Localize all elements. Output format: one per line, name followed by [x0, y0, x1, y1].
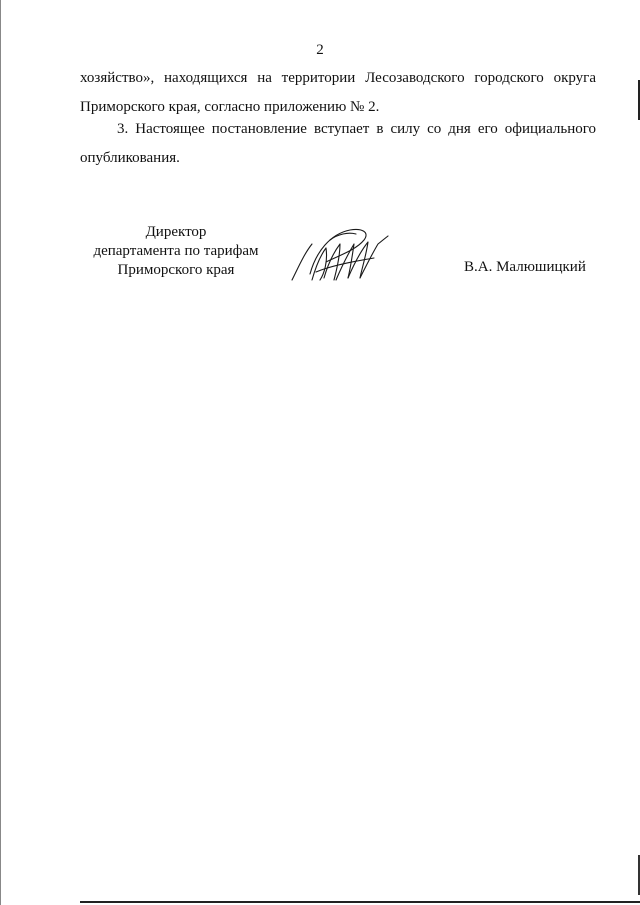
- signer-name: В.А. Малюшицкий: [464, 259, 586, 275]
- position-line: департамента по тарифам: [93, 243, 259, 259]
- page-number: 2: [316, 42, 324, 58]
- paragraph-text: хозяйство», находящихся на территории Лесозаводского городского округа Приморского края, согласно приложению № 2.: [80, 70, 596, 115]
- paragraph-text: 3. Настоящее постановление вступает в силу со дня его официального опубликования.: [80, 121, 596, 166]
- paragraph-effective-date: [80, 115, 596, 173]
- scan-edge-bottom: [80, 901, 640, 903]
- scan-edge-mark-top: [632, 80, 640, 120]
- paragraph-continuation: [80, 64, 596, 122]
- scan-edge-left: [0, 0, 4, 905]
- handwritten-signature: [290, 222, 390, 284]
- position-line: Приморского края: [117, 262, 235, 278]
- signer-position: [76, 223, 276, 280]
- position-line: Директор: [145, 224, 207, 240]
- scan-edge-mark-bottom: [634, 855, 640, 895]
